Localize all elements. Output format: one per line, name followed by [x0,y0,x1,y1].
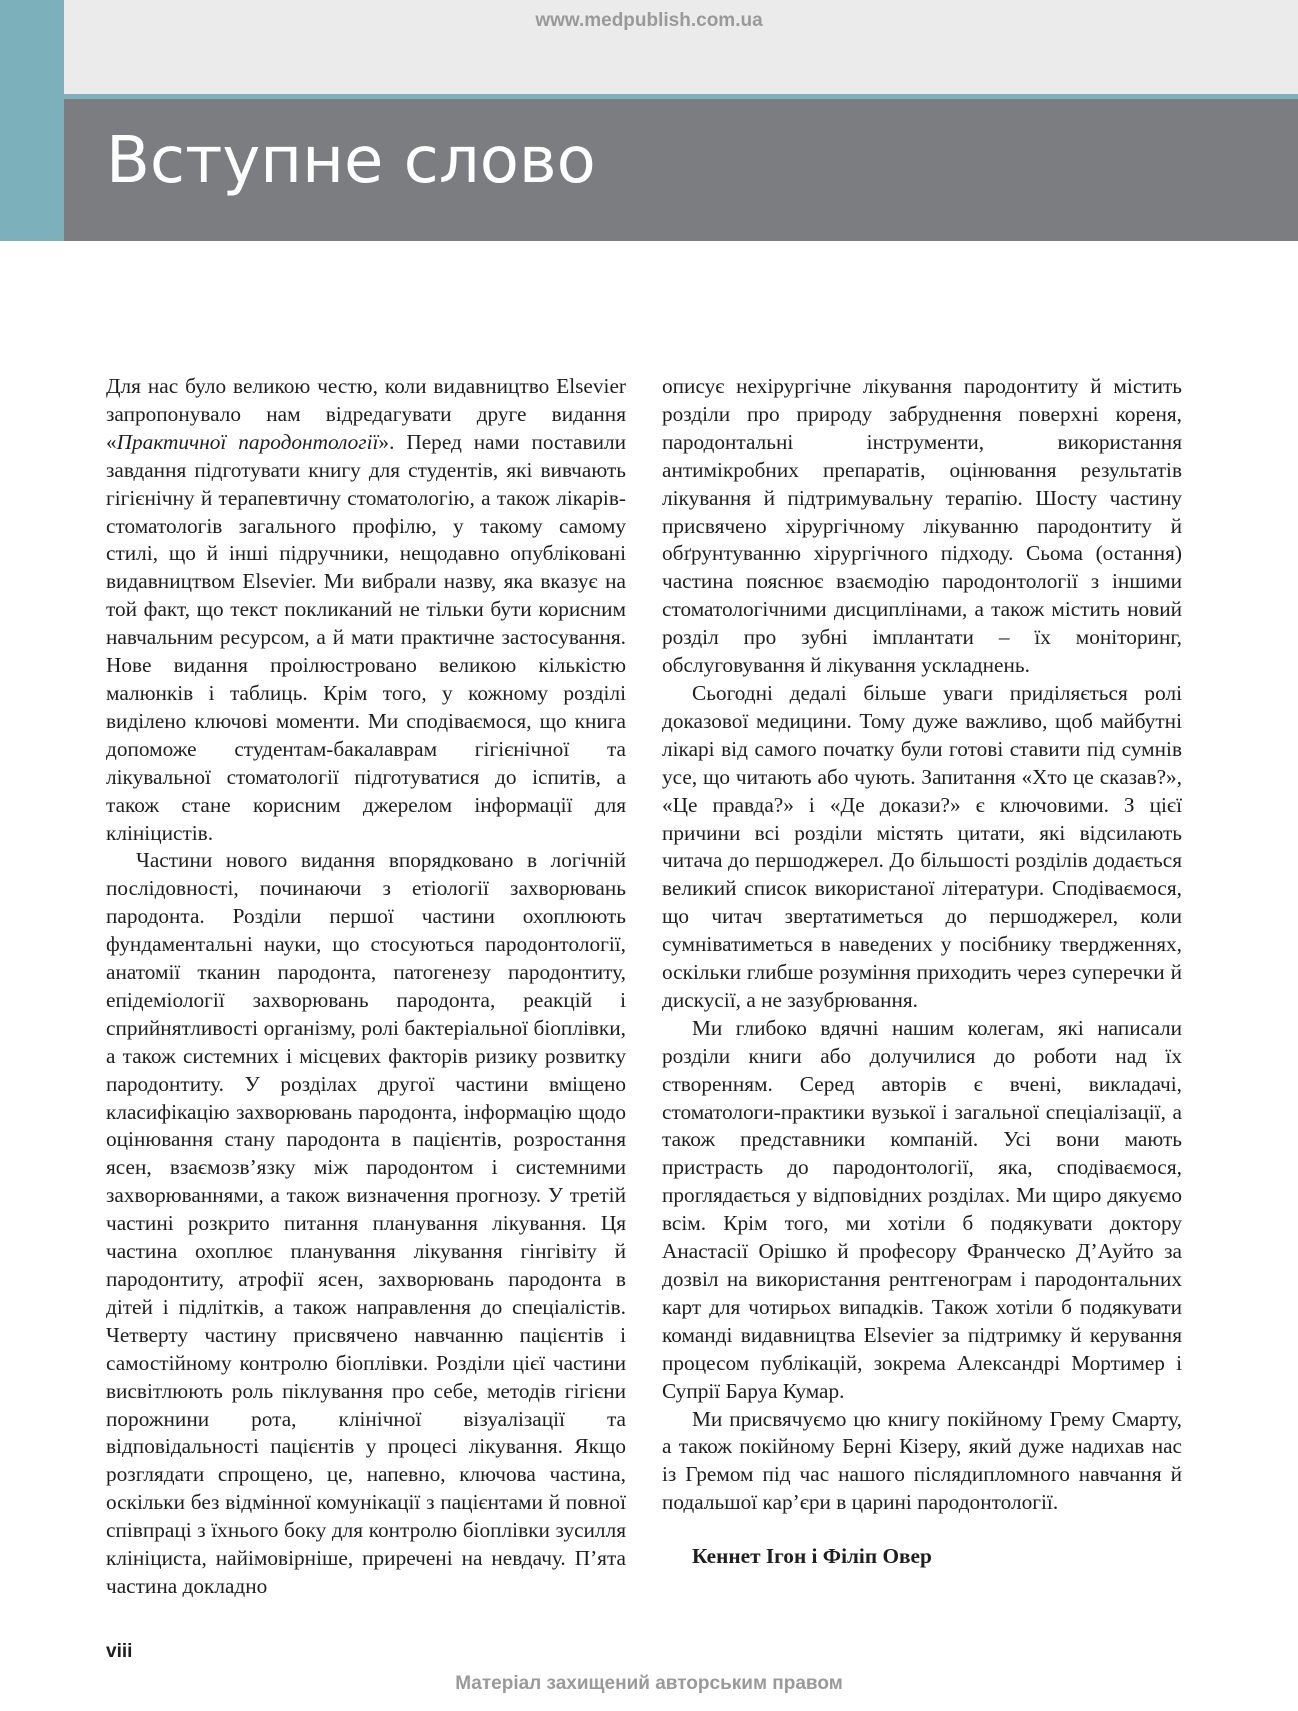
paragraph-text: Для нас було великою честю, коли видавництво Elsevier запропонувало нам відредагувати друге видання « [106,374,626,454]
book-title-italic: Практичної пародонтології [116,429,379,454]
paragraph: описує нехірургічне лікування пародонтиту й містить розділи про природу забруднення поверхні кореня, пародонтальні інструменти, використання антимікробних препаратів, оцінювання результатів лікування й підтримувальну терапію. Шосту частину присвячено хірургічному лікуванню пародонтиту й обґрунтуванню хірургічного підходу. Сьома (остання) частина пояснює взаємодію пародонтології з іншими стоматологічними дисциплінами, а також містить новий розділ про зубні імплантати – їх моніторинг, обслуговування й лікування ускладнень. [662,374,1182,678]
text-column-right [662,373,1182,1571]
paragraph: Частини нового видання впорядковано в логічній послідовності, починаючи з етіології захворювань пародонта. Розділи першої частини охоплюють фундаментальні науки, що стосуються пародонтології, анатомії тканин пародонта, патогенезу пародонтиту, епідеміології захворювань пародонта, реакцій і сприйнятливості організму, ролі бактеріальної біоплівки, а також системних і місцевих факторів ризику розвитку пародонтиту. У розділах другої частини вміщено класифікацію захворювань пародонта, інформацію щодо оцінювання стану пародонта в пацієнтів, розростання ясен, взаємозв’язку між пародонтом і системними захворюваннями, а також визначення прогнозу. У третій частині розкрито питання планування лікування. Ця частина охоплює планування лікування гінгівіту й пародонтиту, атрофії ясен, захворювань пародонта в дітей і підлітків, а також направлення до спеціалістів. Четверту частину присвячено навчанню пацієнтів і самостійному контролю біоплівки. Розділи цієї частини висвітлюють роль піклування про себе, методів гігієни порожнини рота, клінічної візуалізації та відповідальності пацієнтів у процесі лікування. Якщо розглядати спрощено, це, напевно, ключова частина, оскільки без відмінної комунікації з пацієнтами й повної співпраці з їхнього боку для контролю біоплівки зусилля клініциста, найімовірніше, приречені на невдачу. П’ята частина докладно [106,848,626,1598]
site-url: www.medpublish.com.ua [535,10,763,31]
page-title: Вступне слово [106,124,596,198]
paragraph: Сьогодні дедалі більше уваги приділяється ролі доказової медицини. Тому дуже важливо, щоб майбутні лікарі від самого початку були готові ставити під сумнів усе, що читають або чують. Запитання «Хто це сказав?», «Це правда?» і «Де докази?» є ключовими. З цієї причини всі розділи містять цитати, які відсилають читача до першоджерел. До більшості розділів додається великий список використаної літератури. Сподіваємося, що читач звертатиметься до першоджерел, коли сумніватиметься в наведених у посібнику твердженнях, оскільки глибше розуміння приходить через суперечки й дискусії, а не зазубрювання. [662,680,1182,1012]
signature: Кеннет Ігон і Філіп Овер [692,1544,932,1569]
paragraph-text: ». Перед нами поставили завдання підготувати книгу для студентів, які вивчають гігієнічну й терапевтичну стоматологію, а також лікарів-стоматологів загального профілю, у такому самому стилі, що й інші підручники, нещодавно опубліковані видавництвом Elsevier. Ми вибрали назву, яка вказує на той факт, що текст покликаний не тільки бути корисним навчальним ресурсом, а й мати практичне застосування. Нове видання проілюстровано великою кількістю малюнків і таблиць. Крім того, у кожному розділі виділено ключові моменти. Ми сподіваємося, що книга допоможе студентам-бакалаврам гігієнічної та лікувальної стоматології підготуватися до іспитів, а також стане корисним джерелом інформації для клініцистів. [106,429,626,845]
paragraph: Ми глибоко вдячні нашим колегам, які написали розділи книги або долучилися до роботи над їх створенням. Серед авторів є вчені, викладачі, стоматологи-практики вузької і загальної спеціалізації, а також представники компаній. Усі вони мають пристрасть до пародонтології, яка, сподіваємося, проглядається у відповідних розділах. Ми щиро дякуємо всім. Крім того, ми хотіли б подякувати доктору Анастасії Орішко й професору Франческо Д’Ауйто за дозвіл на використання рентгенограм і пародонтальних карт для чотирьох випадків. Також хотіли б подякувати команді видавництва Elsevier за підтримку й керування процесом публікацій, зокрема Александрі Мортимер і Супрії Баруа Кумар. [662,1015,1182,1403]
header-accent-bar [0,0,64,241]
page-number: viii [106,1641,133,1662]
paragraph: Ми присвячуємо цю книгу покійному Грему Смарту, а також покійному Берні Кізеру, який дуже надихав нас із Гремом під час нашого післядипломного навчання й подальшої кар’єри в царині пародонтології. [662,1406,1182,1515]
copyright-notice: Матеріал захищений авторським правом [455,1673,843,1694]
paragraph [106,373,626,847]
text-column-left [106,373,626,1601]
